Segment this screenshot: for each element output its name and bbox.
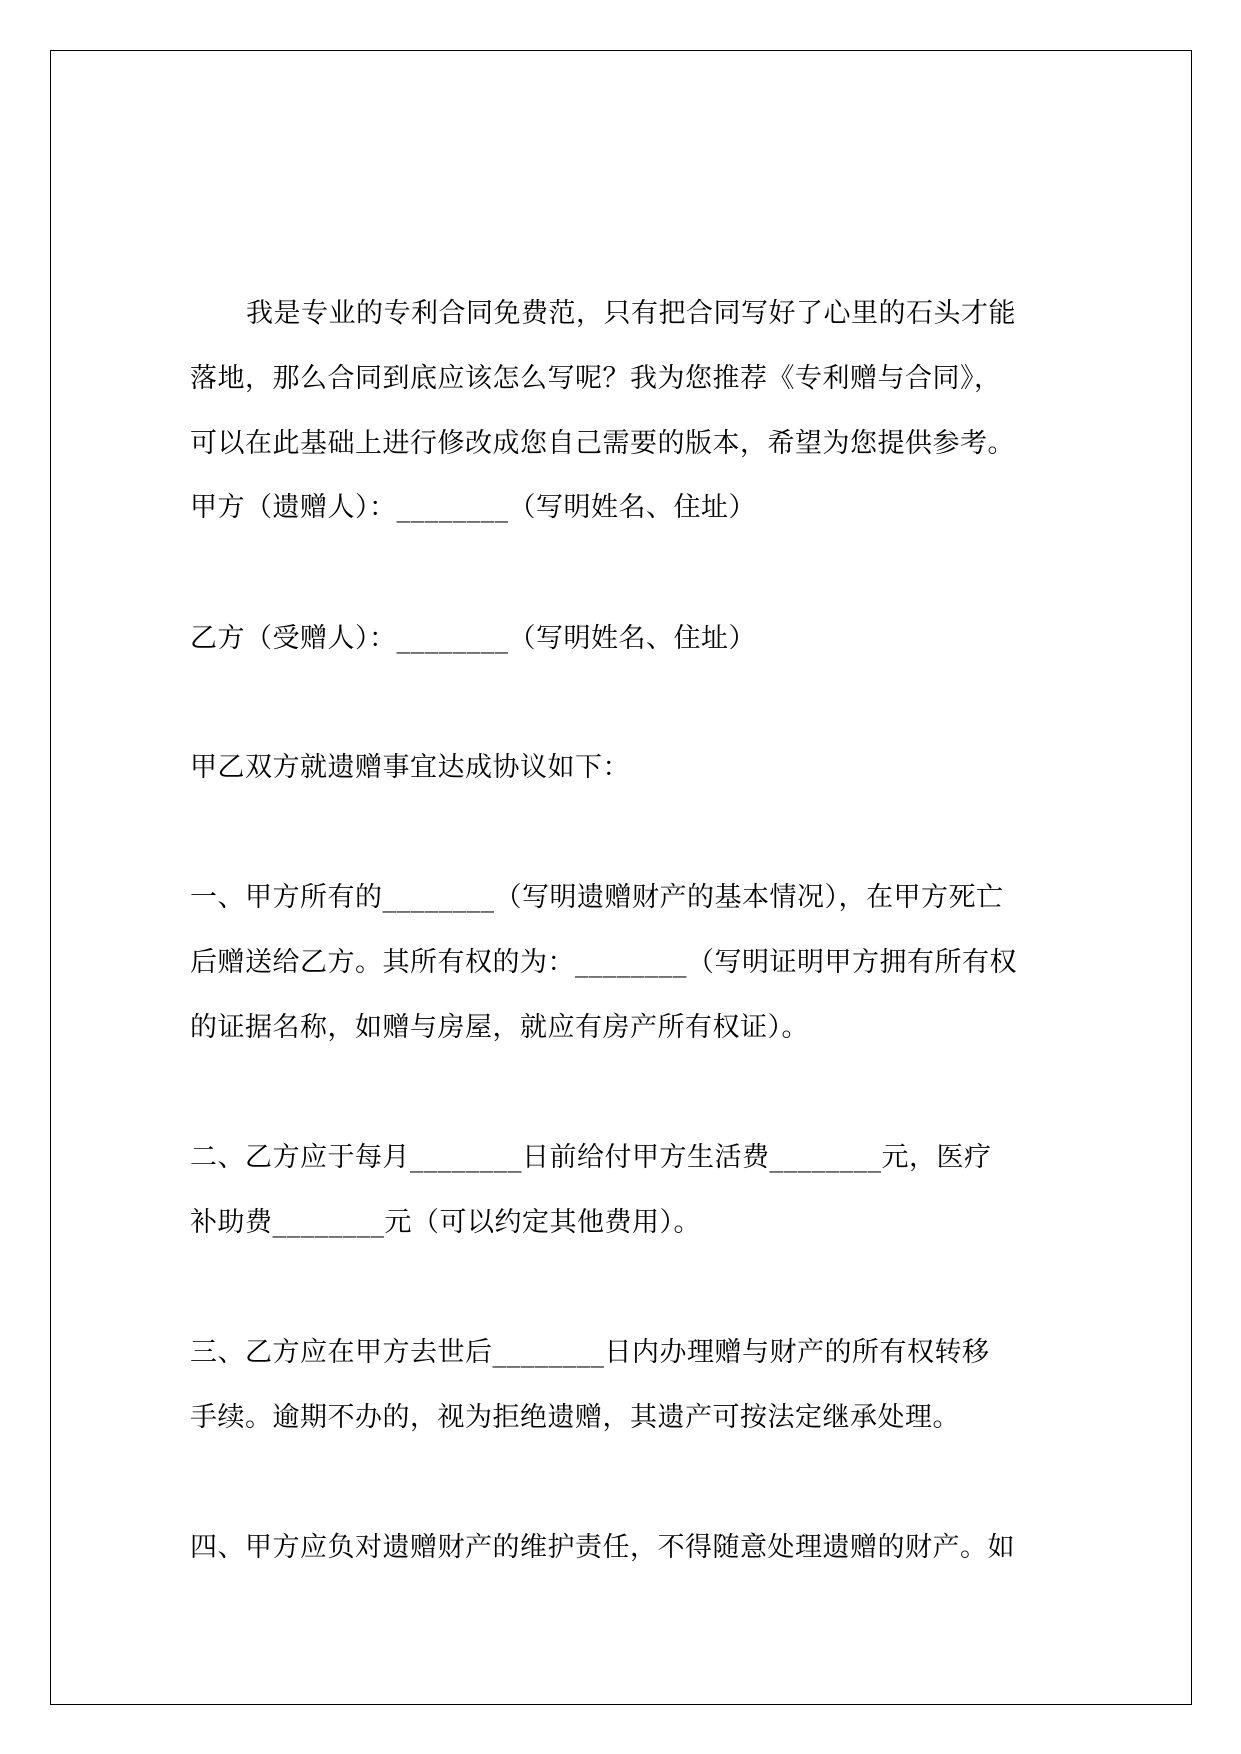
intro-line-1: 我是专业的专利合同免费范，只有把合同写好了心里的石头才能 bbox=[246, 298, 1016, 329]
clause-2-line-2: 补助费________元（可以约定其他费用）。 bbox=[190, 1207, 701, 1238]
agreement-heading: 甲乙双方就遗赠事宜达成协议如下： bbox=[190, 752, 630, 783]
clause-1-line-1: 一、甲方所有的________（写明遗赠财产的基本情况），在甲方死亡 bbox=[190, 882, 1004, 913]
clause-4-line-1: 四、甲方应负对遗赠财产的维护责任，不得随意处理遗赠的财产。如 bbox=[190, 1532, 1015, 1563]
clause-1-line-3: 的证据名称，如赠与房屋，就应有房产所有权证）。 bbox=[190, 1012, 809, 1043]
clause-3-line-2: 手续。逾期不办的，视为拒绝遗赠，其遗产可按法定继承处理。 bbox=[190, 1402, 960, 1433]
intro-line-2: 落地，那么合同到底应该怎么写呢？我为您推荐《专利赠与合同》， bbox=[190, 363, 1002, 394]
intro-line-3: 可以在此基础上进行修改成您自己需要的版本，希望为您提供参考。 bbox=[190, 428, 1015, 459]
clause-1-line-2: 后赠送给乙方。其所有权的为：________（写明证明甲方拥有所有权 bbox=[190, 947, 1017, 978]
clause-3-line-1: 三、乙方应在甲方去世后________日内办理赠与财产的所有权转移 bbox=[190, 1337, 990, 1368]
party-b-line: 乙方（受赠人）：________（写明姓名、住址） bbox=[190, 623, 756, 654]
party-a-line: 甲方（遗赠人）：________（写明姓名、住址） bbox=[190, 492, 756, 523]
clause-2-line-1: 二、乙方应于每月________日前给付甲方生活费________元，医疗 bbox=[190, 1142, 992, 1173]
